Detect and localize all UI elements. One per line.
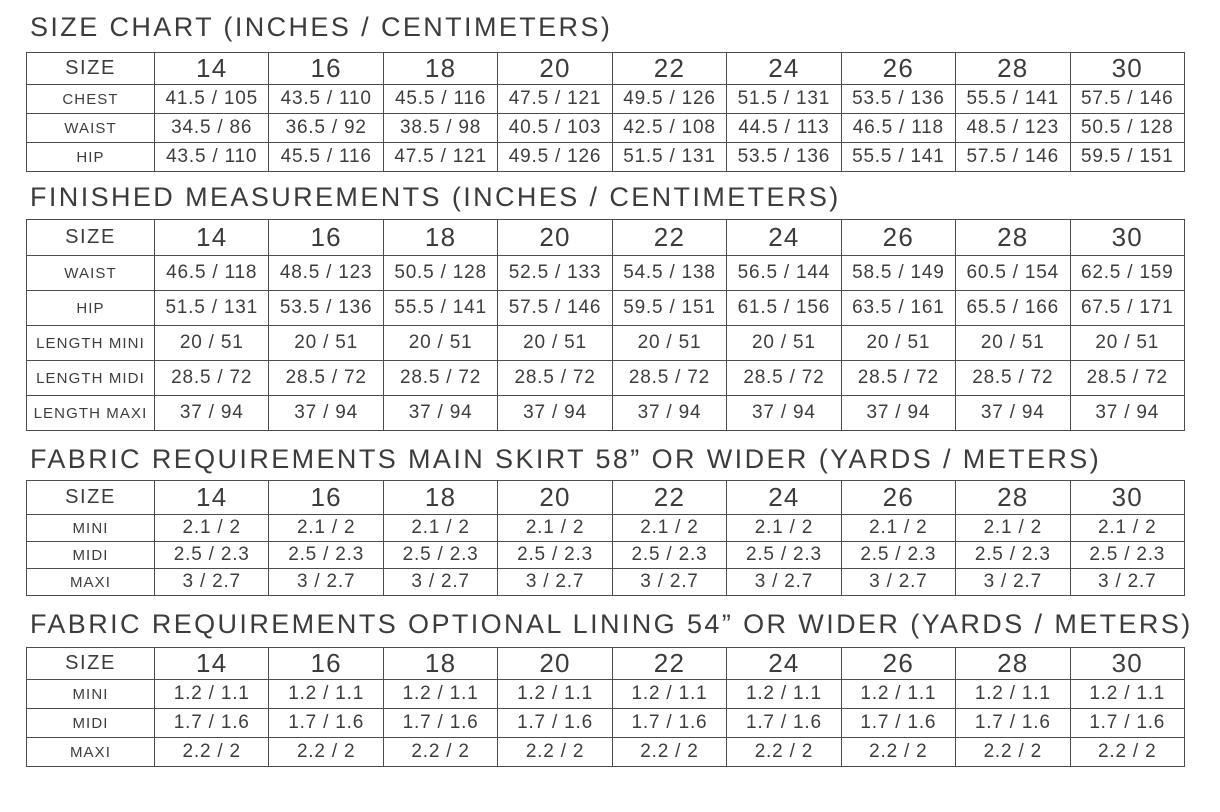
measurement-cell: 2.2 / 2 <box>956 738 1070 767</box>
measurement-cell: 20 / 51 <box>612 326 726 361</box>
size-header-row <box>27 53 1185 85</box>
table-row <box>27 143 1185 172</box>
measurement-cell: 2.5 / 2.3 <box>383 542 497 569</box>
row-label: LENGTH MAXI <box>27 396 155 431</box>
measurement-cell: 2.1 / 2 <box>612 515 726 542</box>
measurement-cell: 1.7 / 1.6 <box>383 709 497 738</box>
size-column-header: 14 <box>155 220 269 256</box>
size-column-header: 28 <box>956 220 1070 256</box>
measurement-cell: 20 / 51 <box>498 326 612 361</box>
size-header-row <box>27 648 1185 680</box>
measurement-cell: 2.5 / 2.3 <box>269 542 383 569</box>
measurement-cell: 65.5 / 166 <box>956 291 1070 326</box>
measurement-cell: 2.1 / 2 <box>383 515 497 542</box>
measurement-cell: 59.5 / 151 <box>612 291 726 326</box>
measurement-cell: 3 / 2.7 <box>612 569 726 596</box>
row-label: MIDI <box>27 542 155 569</box>
fabric-main-skirt-section <box>0 444 1220 596</box>
size-column-header: 18 <box>383 220 497 256</box>
size-column-header: 28 <box>956 481 1070 515</box>
table-row <box>27 396 1185 431</box>
fabric-optional-lining-title: FABRIC REQUIREMENTS OPTIONAL LINING 54” OR WIDER (YARDS / METERS) <box>30 609 1193 639</box>
table-row <box>27 291 1185 326</box>
measurement-cell: 49.5 / 126 <box>612 85 726 114</box>
measurement-cell: 1.7 / 1.6 <box>155 709 269 738</box>
size-column-header: 18 <box>383 481 497 515</box>
size-chart-table <box>26 52 1185 172</box>
measurement-cell: 2.2 / 2 <box>155 738 269 767</box>
measurement-cell: 2.2 / 2 <box>841 738 955 767</box>
size-column-header: 20 <box>498 53 612 85</box>
table-row <box>27 85 1185 114</box>
size-column-header: 14 <box>155 481 269 515</box>
measurement-cell: 3 / 2.7 <box>269 569 383 596</box>
row-label: MAXI <box>27 738 155 767</box>
measurement-cell: 1.2 / 1.1 <box>841 680 955 709</box>
measurement-cell: 37 / 94 <box>841 396 955 431</box>
size-chart-section <box>0 12 1220 172</box>
size-column-header: 26 <box>841 53 955 85</box>
size-column-header: 14 <box>155 648 269 680</box>
measurement-cell: 62.5 / 159 <box>1070 256 1185 291</box>
fabric-main-skirt-table <box>26 480 1185 596</box>
size-column-header: 26 <box>841 481 955 515</box>
size-column-header: 16 <box>269 481 383 515</box>
size-column-header: 20 <box>498 648 612 680</box>
size-row-header: SIZE <box>27 481 155 515</box>
measurement-cell: 3 / 2.7 <box>383 569 497 596</box>
size-column-header: 16 <box>269 220 383 256</box>
measurement-cell: 50.5 / 128 <box>1070 114 1185 143</box>
measurement-cell: 2.2 / 2 <box>498 738 612 767</box>
size-column-header: 30 <box>1070 481 1185 515</box>
measurement-cell: 53.5 / 136 <box>727 143 841 172</box>
measurement-cell: 3 / 2.7 <box>498 569 612 596</box>
measurement-cell: 28.5 / 72 <box>841 361 955 396</box>
measurement-cell: 2.2 / 2 <box>612 738 726 767</box>
measurement-cell: 59.5 / 151 <box>1070 143 1185 172</box>
measurement-cell: 1.7 / 1.6 <box>269 709 383 738</box>
measurement-cell: 67.5 / 171 <box>1070 291 1185 326</box>
row-label: MAXI <box>27 569 155 596</box>
size-column-header: 24 <box>727 481 841 515</box>
measurement-cell: 2.2 / 2 <box>1070 738 1185 767</box>
measurement-cell: 2.1 / 2 <box>1070 515 1185 542</box>
row-label: WAIST <box>27 114 155 143</box>
measurement-cell: 37 / 94 <box>1070 396 1185 431</box>
measurement-cell: 20 / 51 <box>383 326 497 361</box>
size-column-header: 26 <box>841 220 955 256</box>
measurement-cell: 2.1 / 2 <box>956 515 1070 542</box>
table-row <box>27 326 1185 361</box>
size-column-header: 18 <box>383 648 497 680</box>
size-column-header: 14 <box>155 53 269 85</box>
measurement-cell: 48.5 / 123 <box>269 256 383 291</box>
measurement-cell: 28.5 / 72 <box>1070 361 1185 396</box>
measurement-cell: 58.5 / 149 <box>841 256 955 291</box>
measurement-cell: 51.5 / 131 <box>727 85 841 114</box>
measurement-cell: 2.5 / 2.3 <box>155 542 269 569</box>
measurement-cell: 37 / 94 <box>269 396 383 431</box>
size-column-header: 30 <box>1070 53 1185 85</box>
measurement-cell: 45.5 / 116 <box>383 85 497 114</box>
measurement-cell: 47.5 / 121 <box>498 85 612 114</box>
row-label: WAIST <box>27 256 155 291</box>
measurement-cell: 3 / 2.7 <box>155 569 269 596</box>
measurement-cell: 1.2 / 1.1 <box>383 680 497 709</box>
size-column-header: 20 <box>498 220 612 256</box>
size-column-header: 22 <box>612 53 726 85</box>
finished-measurements-title: FINISHED MEASUREMENTS (INCHES / CENTIMETERS) <box>30 182 841 212</box>
measurement-cell: 53.5 / 136 <box>841 85 955 114</box>
measurement-cell: 43.5 / 110 <box>155 143 269 172</box>
measurement-cell: 61.5 / 156 <box>727 291 841 326</box>
measurement-cell: 42.5 / 108 <box>612 114 726 143</box>
measurement-cell: 20 / 51 <box>269 326 383 361</box>
row-label: CHEST <box>27 85 155 114</box>
measurement-cell: 1.2 / 1.1 <box>1070 680 1185 709</box>
measurement-cell: 2.5 / 2.3 <box>841 542 955 569</box>
size-column-header: 30 <box>1070 220 1185 256</box>
size-column-header: 24 <box>727 220 841 256</box>
measurement-cell: 36.5 / 92 <box>269 114 383 143</box>
measurement-cell: 1.2 / 1.1 <box>956 680 1070 709</box>
measurement-cell: 3 / 2.7 <box>1070 569 1185 596</box>
measurement-cell: 55.5 / 141 <box>956 85 1070 114</box>
measurement-cell: 2.5 / 2.3 <box>727 542 841 569</box>
measurement-cell: 20 / 51 <box>155 326 269 361</box>
table-row <box>27 114 1185 143</box>
measurement-cell: 20 / 51 <box>956 326 1070 361</box>
size-chart-title: SIZE CHART (INCHES / CENTIMETERS) <box>30 12 613 42</box>
finished-measurements-table <box>26 219 1185 431</box>
measurement-cell: 1.7 / 1.6 <box>841 709 955 738</box>
measurement-cell: 2.1 / 2 <box>155 515 269 542</box>
measurement-cell: 1.2 / 1.1 <box>727 680 841 709</box>
size-column-header: 22 <box>612 481 726 515</box>
table-row <box>27 515 1185 542</box>
measurement-cell: 28.5 / 72 <box>383 361 497 396</box>
measurement-cell: 57.5 / 146 <box>1070 85 1185 114</box>
measurement-cell: 63.5 / 161 <box>841 291 955 326</box>
measurement-cell: 1.2 / 1.1 <box>498 680 612 709</box>
row-label: HIP <box>27 143 155 172</box>
size-column-header: 24 <box>727 53 841 85</box>
measurement-cell: 57.5 / 146 <box>498 291 612 326</box>
measurement-cell: 50.5 / 128 <box>383 256 497 291</box>
measurement-cell: 51.5 / 131 <box>155 291 269 326</box>
measurement-cell: 3 / 2.7 <box>841 569 955 596</box>
size-column-header: 20 <box>498 481 612 515</box>
table-row <box>27 680 1185 709</box>
row-label: MIDI <box>27 709 155 738</box>
size-row-header: SIZE <box>27 220 155 256</box>
measurement-cell: 48.5 / 123 <box>956 114 1070 143</box>
measurement-cell: 2.5 / 2.3 <box>612 542 726 569</box>
size-row-header: SIZE <box>27 53 155 85</box>
size-column-header: 22 <box>612 648 726 680</box>
size-column-header: 18 <box>383 53 497 85</box>
measurement-cell: 1.7 / 1.6 <box>727 709 841 738</box>
table-row <box>27 361 1185 396</box>
row-label: MINI <box>27 680 155 709</box>
size-column-header: 30 <box>1070 648 1185 680</box>
size-column-header: 16 <box>269 648 383 680</box>
size-column-header: 28 <box>956 53 1070 85</box>
size-column-header: 28 <box>956 648 1070 680</box>
measurement-cell: 20 / 51 <box>727 326 841 361</box>
measurement-cell: 37 / 94 <box>956 396 1070 431</box>
measurement-cell: 1.2 / 1.1 <box>612 680 726 709</box>
measurement-cell: 40.5 / 103 <box>498 114 612 143</box>
table-row <box>27 709 1185 738</box>
measurement-cell: 2.2 / 2 <box>383 738 497 767</box>
measurement-cell: 52.5 / 133 <box>498 256 612 291</box>
size-column-header: 22 <box>612 220 726 256</box>
size-header-row <box>27 481 1185 515</box>
size-column-header: 24 <box>727 648 841 680</box>
measurement-cell: 53.5 / 136 <box>269 291 383 326</box>
measurement-cell: 46.5 / 118 <box>155 256 269 291</box>
measurement-cell: 20 / 51 <box>1070 326 1185 361</box>
size-column-header: 26 <box>841 648 955 680</box>
measurement-cell: 2.5 / 2.3 <box>956 542 1070 569</box>
table-row <box>27 542 1185 569</box>
measurement-cell: 37 / 94 <box>498 396 612 431</box>
measurement-cell: 54.5 / 138 <box>612 256 726 291</box>
table-row <box>27 256 1185 291</box>
measurement-cell: 3 / 2.7 <box>727 569 841 596</box>
table-row <box>27 569 1185 596</box>
measurement-cell: 37 / 94 <box>155 396 269 431</box>
measurement-cell: 44.5 / 113 <box>727 114 841 143</box>
measurement-cell: 2.1 / 2 <box>841 515 955 542</box>
measurement-cell: 2.2 / 2 <box>269 738 383 767</box>
measurement-cell: 37 / 94 <box>727 396 841 431</box>
measurement-cell: 2.5 / 2.3 <box>498 542 612 569</box>
measurement-cell: 56.5 / 144 <box>727 256 841 291</box>
measurement-cell: 28.5 / 72 <box>956 361 1070 396</box>
measurement-cell: 57.5 / 146 <box>956 143 1070 172</box>
measurement-cell: 20 / 51 <box>841 326 955 361</box>
row-label: HIP <box>27 291 155 326</box>
measurement-cell: 46.5 / 118 <box>841 114 955 143</box>
measurement-cell: 1.7 / 1.6 <box>498 709 612 738</box>
measurement-cell: 3 / 2.7 <box>956 569 1070 596</box>
fabric-optional-lining-section <box>0 609 1220 767</box>
measurement-cell: 1.7 / 1.6 <box>1070 709 1185 738</box>
row-label: LENGTH MIDI <box>27 361 155 396</box>
measurement-cell: 2.1 / 2 <box>498 515 612 542</box>
measurement-cell: 49.5 / 126 <box>498 143 612 172</box>
size-column-header: 16 <box>269 53 383 85</box>
measurement-cell: 2.5 / 2.3 <box>1070 542 1185 569</box>
measurement-cell: 55.5 / 141 <box>383 291 497 326</box>
measurement-cell: 51.5 / 131 <box>612 143 726 172</box>
row-label: MINI <box>27 515 155 542</box>
measurement-cell: 28.5 / 72 <box>727 361 841 396</box>
measurement-cell: 43.5 / 110 <box>269 85 383 114</box>
measurement-cell: 55.5 / 141 <box>841 143 955 172</box>
measurement-cell: 2.1 / 2 <box>269 515 383 542</box>
measurement-cell: 28.5 / 72 <box>269 361 383 396</box>
row-label: LENGTH MINI <box>27 326 155 361</box>
fabric-optional-lining-table <box>26 647 1185 767</box>
measurement-cell: 45.5 / 116 <box>269 143 383 172</box>
measurement-cell: 37 / 94 <box>383 396 497 431</box>
measurement-cell: 60.5 / 154 <box>956 256 1070 291</box>
measurement-cell: 2.1 / 2 <box>727 515 841 542</box>
measurement-cell: 34.5 / 86 <box>155 114 269 143</box>
size-header-row <box>27 220 1185 256</box>
size-row-header: SIZE <box>27 648 155 680</box>
measurement-cell: 1.7 / 1.6 <box>612 709 726 738</box>
measurement-cell: 37 / 94 <box>612 396 726 431</box>
measurement-cell: 1.2 / 1.1 <box>269 680 383 709</box>
measurement-cell: 28.5 / 72 <box>498 361 612 396</box>
measurement-cell: 28.5 / 72 <box>155 361 269 396</box>
measurement-cell: 2.2 / 2 <box>727 738 841 767</box>
table-row <box>27 738 1185 767</box>
measurement-cell: 47.5 / 121 <box>383 143 497 172</box>
measurement-cell: 1.7 / 1.6 <box>956 709 1070 738</box>
measurement-cell: 1.2 / 1.1 <box>155 680 269 709</box>
measurement-cell: 38.5 / 98 <box>383 114 497 143</box>
measurement-cell: 28.5 / 72 <box>612 361 726 396</box>
fabric-main-skirt-title: FABRIC REQUIREMENTS MAIN SKIRT 58” OR WIDER (YARDS / METERS) <box>30 444 1102 474</box>
finished-measurements-section <box>0 182 1220 431</box>
measurement-cell: 41.5 / 105 <box>155 85 269 114</box>
